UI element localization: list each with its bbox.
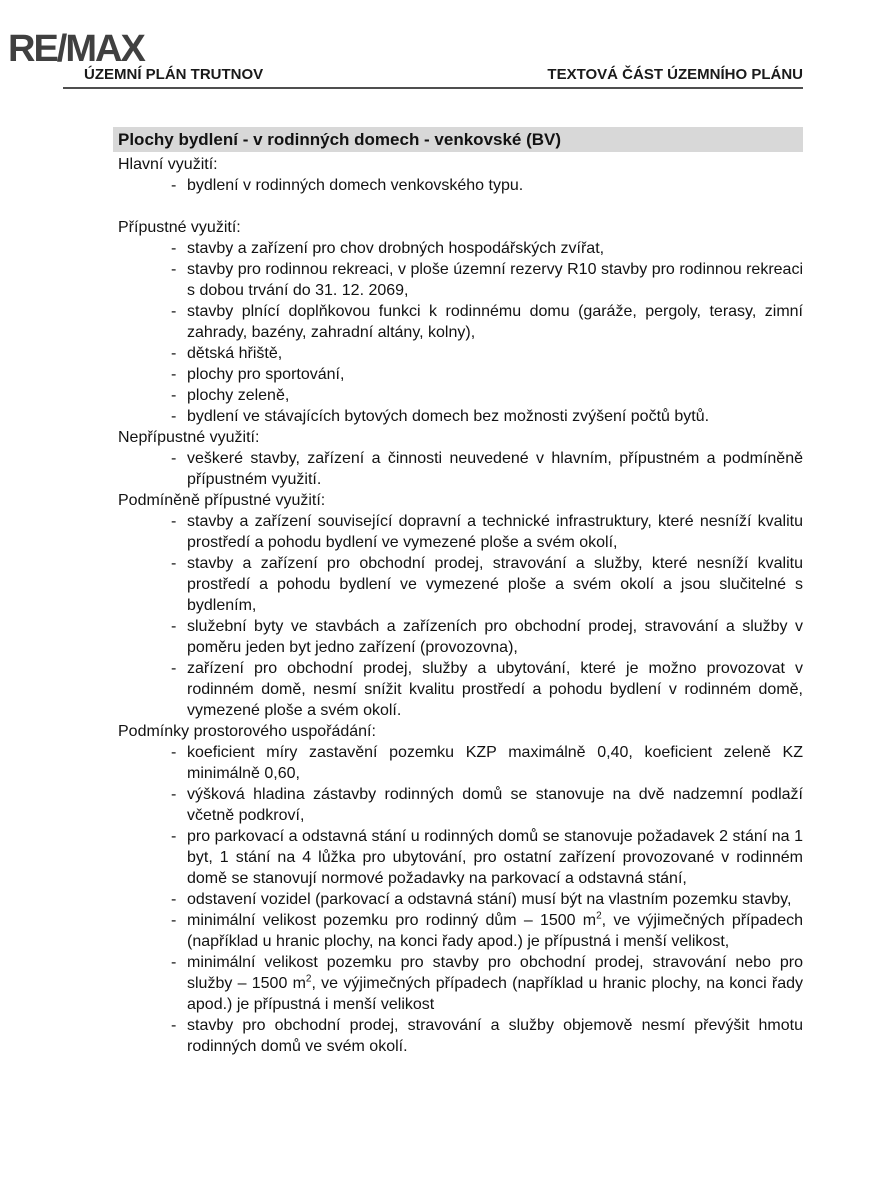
list-item-text: bydlení v rodinných domech venkovského typu. <box>187 177 524 194</box>
list-item-text: bydlení ve stávajících bytových domech bez možnosti zvýšení počtů bytů. <box>187 408 710 425</box>
list-item <box>171 658 803 721</box>
header-right-title: TEXTOVÁ ČÁST ÚZEMNÍHO PLÁNU <box>547 66 803 83</box>
block-label: Nepřípustné využití: <box>118 429 260 446</box>
list-item-text: výšková hladina zástavby rodinných domů se stanovuje na dvě nadzemní podlaží včetně podkroví, <box>187 786 803 824</box>
list-item-text: stavby a zařízení pro chov drobných hospodářských zvířat, <box>187 240 605 257</box>
bullet-dash: - <box>171 408 177 425</box>
document-header <box>84 66 803 83</box>
block-hlavni-vyuziti <box>118 154 803 196</box>
block-label: Podmíněně přípustné využití: <box>118 492 326 509</box>
list-item <box>171 553 803 616</box>
block-podminky-prostoroveho-usporadani <box>118 721 803 1057</box>
bullet-dash: - <box>171 345 177 362</box>
list-item-text: pro parkovací a odstavná stání u rodinných domů se stanovuje požadavek 2 stání na 1 byt, 1 stání na 4 lůžka pro ubytování, pro ostatní zařízení provozované v rodinném domě se stanovují normové požadavky na parkovací a odstavná stání, <box>187 828 803 887</box>
list-item-text-part: , ve výjimečných případech (například u hranic plochy, na konci řady apod.) je přípustná i menší velikost, <box>187 912 803 950</box>
list-item-text <box>187 912 803 950</box>
list-item <box>171 259 803 301</box>
bullet-dash: - <box>171 660 177 677</box>
list-item <box>171 343 803 364</box>
bullet-dash: - <box>171 744 177 761</box>
list-item-text: stavby a zařízení související dopravní a technické infrastruktury, které nesníží kvalitu prostředí a pohodu bydlení ve vymezené ploše a svém okolí, <box>187 513 803 551</box>
list-item <box>171 889 803 910</box>
list-item <box>171 175 803 196</box>
list-item <box>171 616 803 658</box>
list-item-text: plochy zeleně, <box>187 387 290 404</box>
bullet-dash: - <box>171 177 177 194</box>
header-divider <box>63 87 803 89</box>
list-item-text: plochy pro sportování, <box>187 366 345 383</box>
bullet-dash: - <box>171 891 177 908</box>
list-item <box>171 364 803 385</box>
bullet-dash: - <box>171 303 177 320</box>
list-item <box>171 511 803 553</box>
list-item-text-part: minimální velikost pozemku pro stavby pro obchodní prodej, stravování nebo pro služby – 1500 m <box>187 954 803 992</box>
list-item <box>171 784 803 826</box>
bullet-dash: - <box>171 954 177 971</box>
list-item-text: stavby plnící doplňkovou funkci k rodinnému domu (garáže, pergoly, terasy, zimní zahrady, bazény, zahradní altány, kolny), <box>187 303 803 341</box>
block-podminene-pripustne-vyuziti <box>118 490 803 721</box>
bullet-dash: - <box>171 240 177 257</box>
remax-logo: RE/MAX <box>8 28 144 70</box>
list-item <box>171 742 803 784</box>
list-item <box>171 1015 803 1057</box>
list-item-text: stavby pro rodinnou rekreaci, v ploše územní rezervy R10 stavby pro rodinnou rekreaci s dobou trvání do 31. 12. 2069, <box>187 261 803 299</box>
bullet-dash: - <box>171 618 177 635</box>
list-item <box>171 448 803 490</box>
list-item <box>171 238 803 259</box>
bullet-dash: - <box>171 828 177 845</box>
block-label: Hlavní využití: <box>118 156 218 173</box>
list-item-text-part: minimální velikost pozemku pro rodinný dům – 1500 m <box>187 912 597 929</box>
document-content <box>118 127 803 1057</box>
bullet-dash: - <box>171 513 177 530</box>
list-item <box>171 406 803 427</box>
list-item-text: zařízení pro obchodní prodej, služby a ubytování, které je možno provozovat v rodinném domě, nesmí snížit kvalitu prostředí a pohodu bydlení v rodinném domě, vymezené ploše a svém okolí. <box>187 660 803 719</box>
list-item <box>171 826 803 889</box>
list-item-text: služební byty ve stavbách a zařízeních pro obchodní prodej, stravování a služby v poměru jeden byt jedno zařízení (provozovna), <box>187 618 803 656</box>
list-item-text: dětská hřiště, <box>187 345 283 362</box>
superscript-2: 2 <box>596 910 602 922</box>
bullet-dash: - <box>171 555 177 572</box>
list-item <box>171 910 803 952</box>
list-item-text: stavby a zařízení pro obchodní prodej, stravování a služby, které nesníží kvalitu prostředí a pohodu bydlení ve vymezené ploše a svém okolí a jsou slučitelné s bydlením, <box>187 555 803 614</box>
list-item <box>171 301 803 343</box>
list-item <box>171 952 804 1015</box>
block-label: Podmínky prostorového uspořádání: <box>118 723 376 740</box>
bullet-dash: - <box>171 786 177 803</box>
list-item-text: stavby pro obchodní prodej, stravování a služby objemově nesmí převýšit hmotu rodinných domů ve svém okolí. <box>187 1017 803 1055</box>
bullet-dash: - <box>171 261 177 278</box>
list-item-text: odstavení vozidel (parkovací a odstavná stání) musí být na vlastním pozemku stavby, <box>187 891 792 908</box>
list-item-text-part: , ve výjimečných případech (například u hranic plochy, na konci řady apod.) je přípustná i menší velikost <box>187 975 804 1013</box>
section-title: Plochy bydlení - v rodinných domech - venkovské (BV) <box>113 127 803 152</box>
list-item <box>171 385 803 406</box>
bullet-dash: - <box>171 450 177 467</box>
superscript-2: 2 <box>305 973 312 985</box>
block-nepripustne-vyuziti <box>118 427 803 490</box>
header-left-title: ÚZEMNÍ PLÁN TRUTNOV <box>84 66 264 83</box>
block-pripustne-vyuziti <box>118 217 803 427</box>
list-item-text <box>187 954 803 1013</box>
list-item-text: koeficient míry zastavění pozemku KZP maximálně 0,40, koeficient zeleně KZ minimálně 0,60, <box>187 744 803 782</box>
bullet-dash: - <box>171 387 177 404</box>
block-label: Přípustné využití: <box>118 219 241 236</box>
bullet-dash: - <box>171 366 177 383</box>
bullet-dash: - <box>171 912 177 929</box>
bullet-dash: - <box>171 1017 177 1034</box>
list-item-text: veškeré stavby, zařízení a činnosti neuvedené v hlavním, přípustném a podmíněně přípustném využití. <box>187 450 803 488</box>
